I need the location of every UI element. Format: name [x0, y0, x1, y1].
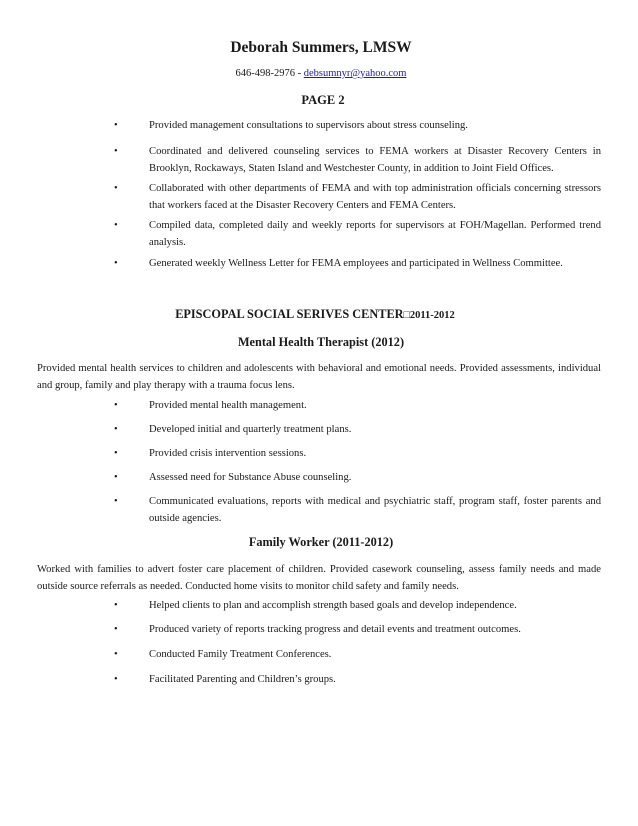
- bullet-text: Produced variety of reports tracking progress and detail events and treatment outcomes.: [149, 624, 521, 635]
- bullet-text: Provided mental health management.: [149, 400, 307, 411]
- bullet-text: Helped clients to plan and accomplish strength based goals and develop independence.: [149, 600, 517, 611]
- bullet-icon: •: [114, 424, 118, 435]
- bullet-text: Developed initial and quarterly treatment plans.: [149, 424, 352, 435]
- bullet-text: Assessed need for Substance Abuse counseling.: [149, 472, 352, 483]
- bullet-icon: •: [114, 624, 118, 635]
- organization-years: □2011-2012: [403, 310, 455, 321]
- contact-line: [2, 68, 638, 79]
- bullet-text: Provided management consultations to supervisors about stress counseling.: [149, 120, 468, 131]
- role-title: Mental Health Therapist (2012): [237, 335, 405, 349]
- bullet-icon: •: [114, 400, 118, 411]
- bullet-icon: •: [114, 220, 118, 231]
- bullet-icon: •: [114, 183, 118, 194]
- role-summary: Worked with families to advert foster care placement of children. Provided casework counseling, assess family needs and made outside source referrals as needed. Conducted home visits to monitor child safety and family needs.: [37, 564, 601, 592]
- bullet-icon: •: [114, 146, 118, 157]
- organization-heading: [0, 307, 634, 322]
- bullet-text: Coordinated and delivered counseling services to FEMA workers at Disaster Recovery Centers in Brooklyn, Rockaways, Staten Island and Westchester County, in addition to Joint Field Offices.: [149, 146, 601, 174]
- bullet-text: Compiled data, completed daily and weekly reports for supervisors at FOH/Magellan. Performed trend analysis.: [149, 220, 601, 248]
- bullet-text: Generated weekly Wellness Letter for FEMA employees and participated in Wellness Committee.: [149, 258, 563, 269]
- email-link[interactable]: debsumnyr@yahoo.com: [303, 68, 407, 79]
- bullet-icon: •: [114, 649, 118, 660]
- bullet-icon: •: [114, 448, 118, 459]
- bullet-text: Provided crisis intervention sessions.: [149, 448, 307, 459]
- bullet-text: Collaborated with other departments of FEMA and with top administration officials concerning stressors that workers faced at the Disaster Recovery Centers and FEMA Centers.: [149, 183, 601, 211]
- bullet-text: Conducted Family Treatment Conferences.: [149, 649, 332, 660]
- organization-name: EPISCOPAL SOCIAL SERIVES CENTER: [175, 307, 404, 321]
- page-number-label: PAGE 2: [301, 93, 345, 107]
- contact-separator: -: [295, 68, 304, 79]
- role-title: Family Worker (2011-2012): [248, 535, 394, 549]
- bullet-icon: •: [114, 120, 118, 131]
- candidate-name: Deborah Summers, LMSW: [230, 39, 412, 56]
- bullet-text: Facilitated Parenting and Children’s groups.: [149, 674, 336, 685]
- bullet-icon: •: [114, 472, 118, 483]
- bullet-icon: •: [114, 258, 118, 269]
- bullet-text: Communicated evaluations, reports with medical and psychiatric staff, program staff, foster parents and outside agencies.: [149, 496, 601, 524]
- bullet-icon: •: [114, 496, 118, 507]
- bullet-icon: •: [114, 674, 118, 685]
- phone-number: 646-498-2976: [235, 68, 296, 79]
- role-summary: Provided mental health services to children and adolescents with behavioral and emotional needs. Provided assessments, individual and group, family and play therapy with a trauma focus lens.: [37, 363, 601, 391]
- bullet-icon: •: [114, 600, 118, 611]
